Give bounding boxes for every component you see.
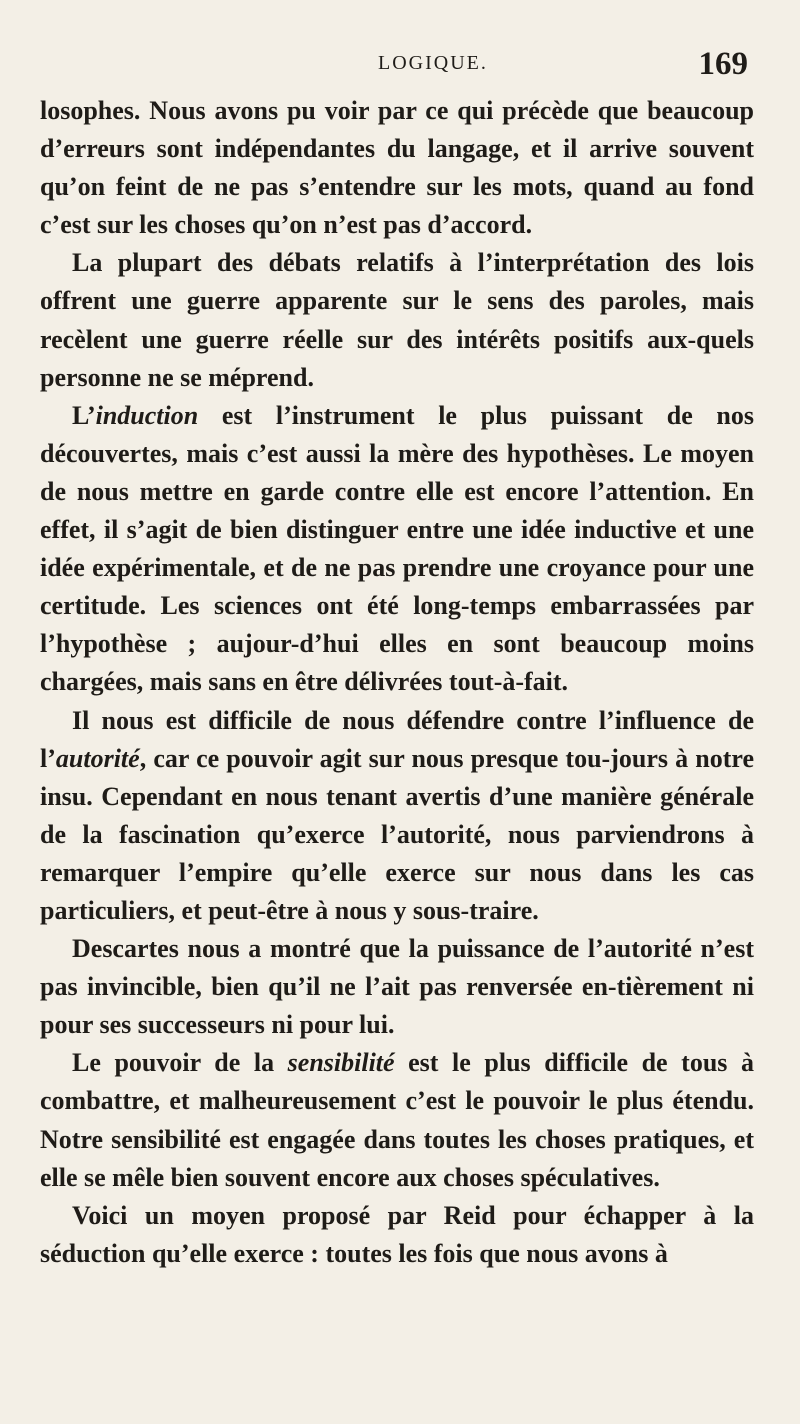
paragraph (40, 1044, 754, 1196)
paragraph-text: Il nous est difficile de nous défendre contre l’influence de l’ (40, 705, 754, 773)
paragraph (40, 1197, 754, 1273)
paragraph-text: losophes. Nous avons pu voir par ce qui précède que beaucoup d’erreurs sont indépendantes du langage, et il arrive souvent qu’on feint de ne pas s’entendre sur les mots, quand au fond c’est sur les choses qu’on n’est pas d’accord. (40, 96, 754, 240)
page-number: 169 (698, 46, 748, 82)
paragraph-text: Descartes nous a montré que la puissance de l’autorité n’est pas invincible, bien qu’il ne l’ait pas renversée en-tièrement ni pour ses successeurs ni pour lui. (40, 934, 754, 1040)
running-head (40, 46, 754, 92)
paragraph-text: La plupart des débats relatifs à l’interprétation des lois offrent une guerre apparente sur le sens des paroles, mais recèlent une guerre réelle sur des intérêts positifs aux-quels personne ne se méprend. (40, 248, 754, 392)
paragraph-text: Voici un moyen proposé par Reid pour échapper à la séduction qu’elle exerce : toutes les fois que nous avons à (40, 1200, 754, 1268)
paragraph-text: L’ (72, 400, 96, 430)
paragraph (40, 92, 754, 244)
italic-term: induction (95, 400, 199, 430)
italic-term: autorité (55, 743, 140, 773)
paragraph-text: est l’instrument le plus puissant de nos découvertes, mais c’est aussi la mère des hypothèses. Le moyen de nous mettre en garde contre elle est encore l’attention. En effet, il s’agit de bien distinguer entre une idée inductive et une idée expérimentale, et de ne pas prendre une croyance pour une certitude. Les sciences ont été long-temps embarrassées par l’hypothèse ; aujour-d’hui elles en sont beaucoup moins chargées, mais sans en être délivrées tout-à-fait. (40, 400, 754, 697)
paragraph-text: , car ce pouvoir agit sur nous presque tou-jours à notre insu. Cependant en nous tenant avertis d’une manière générale de la fascination qu’exerce l’autorité, nous parviendrons à remarquer l’empire qu’elle exerce sur nous dans les cas particuliers, et peut-être à nous y sous-traire. (40, 743, 754, 925)
paragraph-text: est le plus difficile de tous à combattre, et malheureusement c’est le pouvoir le plus étendu. Notre sensibilité est engagée dans toutes les choses pratiques, et elle se mêle bien souvent encore aux choses spéculatives. (40, 1048, 754, 1192)
italic-term: sensibilité (287, 1048, 395, 1078)
paragraph (40, 930, 754, 1044)
paragraph (40, 244, 754, 396)
paragraph-text: Le pouvoir de la (72, 1048, 288, 1078)
paragraph (40, 397, 754, 702)
paragraph (40, 702, 754, 931)
body-text (40, 92, 754, 1273)
running-title: LOGIQUE. (378, 52, 488, 74)
